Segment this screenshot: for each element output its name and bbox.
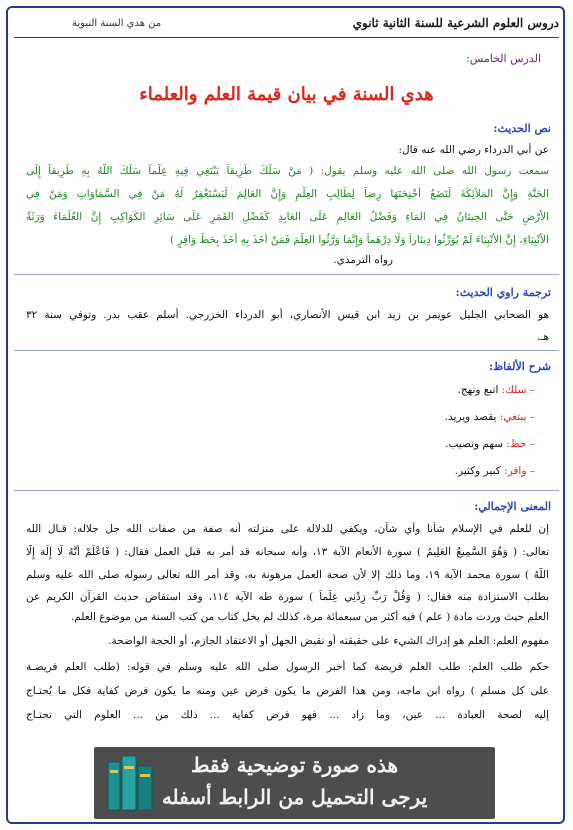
meaning-line: تعالى: ( وَهُوَ السَّمِيعُ العَلِيمُ ) سورة الأنعام الآية ١٣، وأنه سبحانه قد أمر به قبل العمل فقال: ( فَاعْلَمْ أَنَّهُ لَا إِلَهَ إِلَّا xyxy=(26,546,549,558)
meaning-line: اللَّهُ ) سورة محمد الآية ١٩، وما ذلك إلا لأن صحة العمل مرهونة به، وقد أمر الله تعالى رسوله صلى الله عليه وسلم xyxy=(26,569,549,581)
vocabulary-meaning: اتبع ونهج. xyxy=(457,384,499,396)
narrator-bio: هو الصحابي الجليل عويمر بن زيد ابن قيس الأنصاري، أبو الدرداء الخزرجي. أسلم عقب بدر. وتوفي سنة ٣٢ xyxy=(26,309,549,321)
series-title: دروس العلوم الشرعية للسنة الثانية ثانوي xyxy=(352,16,559,30)
meaning-line: بطلب الاستزادة منه فقال: ( وَقُلْ رَبِّ زِدْنِي عِلْماً ) سورة طه الآية ١١٤، وقد استفاض حديث القرآن الكريم عن xyxy=(26,591,549,603)
general-meaning-heading: المعنى الإجمالي: xyxy=(474,500,551,513)
narrator-heading: ترجمة راوي الحديث: xyxy=(455,286,551,299)
hadith-source: رواه الترمذي. xyxy=(333,254,393,266)
meaning-line: العلم حيث وردت مادة ( علم ) فيه أكثر من سبعمائة مرة، كذلك لم يخل كتاب من كتب السنة من موضوع العلم. xyxy=(70,611,549,623)
vocabulary-term: سلك xyxy=(505,384,527,396)
vocabulary-heading: شرح الألفاظ: xyxy=(488,360,551,373)
bullet-icon: – xyxy=(526,384,535,396)
hadith-line: الأَنْبِيَاءِ، إِنَّ الأَنْبِيَاءَ لَمْ يُوَرِّثُوا دِينَاراً وَلَا دِرْهَماً وَإِنَّمَا وَرَّثُوا العِلْمَ فَمَنْ أَخَذَ بِهِ أَخَذَ بِحَظٍّ وَافِرٍ ) xyxy=(169,234,549,246)
vocabulary-meaning: كبير وكثير. xyxy=(454,465,501,477)
bullet-icon: – xyxy=(526,411,535,423)
hadith-line: الأَرْضِ حَتَّى الحِيتَانُ فِي المَاءِ وَفَضْلُ العَالِمِ عَلَى العَابِدِ كَفَضْلِ القَمَرِ عَلَى سَائِرِ الكَوَاكِبِ إِنَّ العُلَمَاءَ وَرَثَةُ xyxy=(26,211,549,223)
hadith-line: سمعت رسول الله صلى الله عليه وسلم يقول: ( مَنْ سَلَكَ طَرِيقاً يَبْتَغِي فِيهِ عِلْماً سَلَكَ اللَّهُ بِهِ طَرِيقاً إِلَى xyxy=(26,165,549,177)
lesson-number: الدرس الخامس: xyxy=(466,52,541,65)
knowledge-concept: مفهوم العلم: العلم هو إدراك الشيء على حقيقته أو نقيض الجهل أو الاعتقاد الجازم، أو الحجة الواضحة. xyxy=(108,635,549,647)
watermark-text: يرجى التحميل من الرابط أسفله xyxy=(161,785,428,809)
vocabulary-item: – يبتغي: يقصد ويريد. xyxy=(444,411,535,423)
header-subtitle: من هدي السنة النبوية xyxy=(72,18,162,29)
vocabulary-term: وافر xyxy=(507,465,527,477)
header-divider xyxy=(14,37,559,38)
ruling-line: حكم طلب العلم: طلب العلم فريضة كما أخبر الرسول صلى الله عليه وسلم في قوله: (طلب العلم فريضـة xyxy=(26,661,549,673)
section-divider xyxy=(14,490,559,491)
vocabulary-term: حظ xyxy=(509,438,527,450)
ruling-line: على كل مسلم ) رواه ابن ماجه، ومن هذا الفرض ما يكون فرض عين ومنه ما يكون فرض كفاية فكل ما يُحتـاج xyxy=(26,685,549,697)
watermark-text: هذه صورة توضيحية فقط xyxy=(190,753,399,777)
meaning-line: إن للعلم في الإسلام شأنا وأي شأن، ويكفي للدلالة على منزلته أنه صفة من صفات الله جل جلاله: قـال الله xyxy=(26,523,549,535)
vocabulary-item: – حظ: سهم ونصيب. xyxy=(445,438,535,450)
bullet-icon: – xyxy=(526,438,535,450)
bullet-icon: – xyxy=(526,465,535,477)
vocabulary-item: – سلك: اتبع ونهج. xyxy=(457,384,535,396)
narrator-bio-end: هـ. xyxy=(537,331,549,343)
hadith-heading: نص الحديث: xyxy=(493,122,551,135)
section-divider xyxy=(14,274,559,275)
books-icon xyxy=(104,752,158,814)
hadith-intro: عن أبي الدرداء رضي الله عنه قال: xyxy=(398,144,549,156)
ruling-line: إليه لصحة العبادة ... عين، وما زاد ... فهو فرض كفاية ... ذلك من ... العلوم التي تحتـاج xyxy=(26,709,549,721)
section-divider xyxy=(14,350,559,351)
vocabulary-meaning: يقصد ويريد. xyxy=(444,411,497,423)
vocabulary-term: يبتغي xyxy=(503,411,527,423)
vocabulary-meaning: سهم ونصيب. xyxy=(445,438,504,450)
vocabulary-item: – وافر: كبير وكثير. xyxy=(454,465,535,477)
hadith-line: الجَنَّةِ وَإِنَّ المَلاَئِكَةَ لَتَضَعُ أَجْنِحَتَهَا رِضاً لِطَالِبِ العِلْمِ وَإِنَّ العَالِمَ لَيَسْتَغْفِرُ لَهُ مَنْ فِي السَّمَاوَاتِ وَمَنْ فِي xyxy=(26,188,549,200)
lesson-title: هدي السنة في بيان قيمة العلم والعلماء xyxy=(139,84,434,105)
